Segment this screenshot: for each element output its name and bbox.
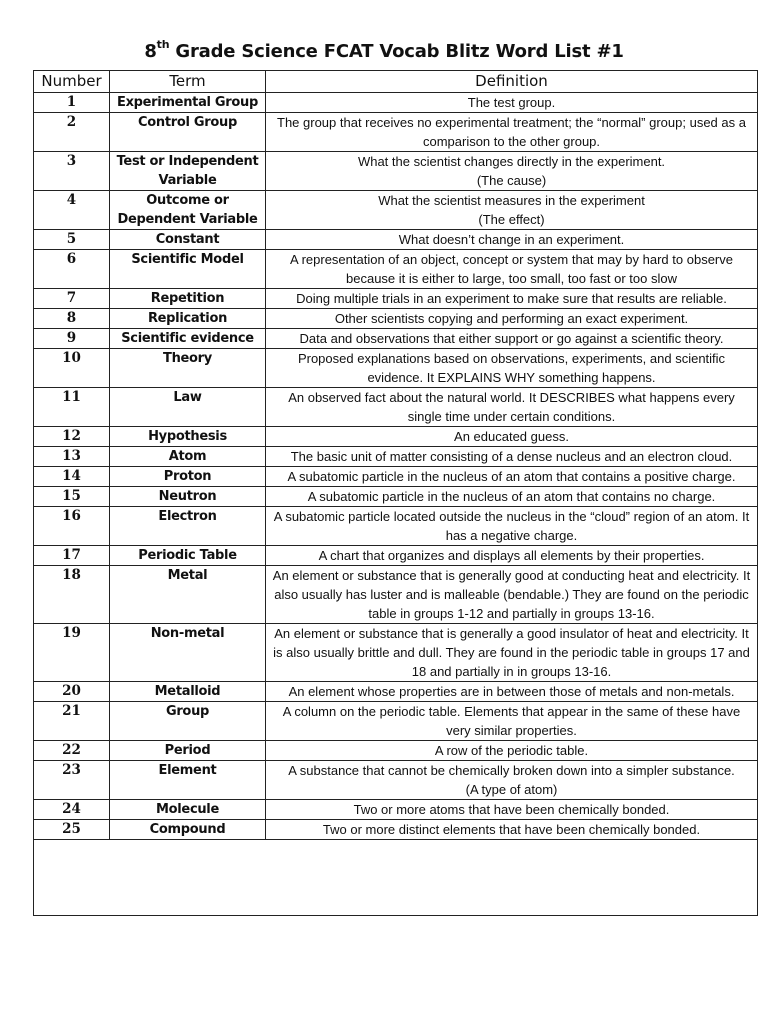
- vocab-table: [33, 70, 758, 916]
- number-cell: 24: [34, 800, 110, 820]
- table-row: [34, 152, 758, 191]
- term-cell: Metal: [110, 566, 266, 624]
- definition-cell: A column on the periodic table. Elements that appear in the same of these have very similar properties.: [266, 702, 758, 741]
- number-cell: 8: [34, 309, 110, 329]
- definition-cell: The test group.: [266, 93, 758, 113]
- term-cell: Periodic Table: [110, 546, 266, 566]
- term-cell: Proton: [110, 467, 266, 487]
- table-row: [34, 427, 758, 447]
- title-superscript: th: [156, 38, 170, 51]
- table-row: [34, 230, 758, 250]
- number-cell: 7: [34, 289, 110, 309]
- header-term: Term: [110, 71, 266, 93]
- term-cell: Molecule: [110, 800, 266, 820]
- term-cell: Scientific Model: [110, 250, 266, 289]
- table-row: [34, 191, 758, 230]
- definition-cell: What the scientist changes directly in the experiment. (The cause): [266, 152, 758, 191]
- table-row: [34, 761, 758, 800]
- number-cell: 4: [34, 191, 110, 230]
- definition-cell: A subatomic particle in the nucleus of an atom that contains no charge.: [266, 487, 758, 507]
- blank-row: [34, 840, 758, 916]
- definition-cell: Other scientists copying and performing an exact experiment.: [266, 309, 758, 329]
- table-row: [34, 349, 758, 388]
- term-cell: Group: [110, 702, 266, 741]
- table-row: [34, 566, 758, 624]
- term-cell: Non-metal: [110, 624, 266, 682]
- table-row: [34, 309, 758, 329]
- number-cell: 12: [34, 427, 110, 447]
- header-number: Number: [34, 71, 110, 93]
- definition-cell: Two or more atoms that have been chemically bonded.: [266, 800, 758, 820]
- number-cell: 20: [34, 682, 110, 702]
- vocab-body: [34, 93, 758, 916]
- number-cell: 3: [34, 152, 110, 191]
- table-row: [34, 741, 758, 761]
- term-cell: Compound: [110, 820, 266, 840]
- definition-cell: An educated guess.: [266, 427, 758, 447]
- table-row: [34, 113, 758, 152]
- table-row: [34, 467, 758, 487]
- number-cell: 23: [34, 761, 110, 800]
- table-row: [34, 250, 758, 289]
- table-row: [34, 820, 758, 840]
- number-cell: 6: [34, 250, 110, 289]
- definition-cell: What the scientist measures in the experiment (The effect): [266, 191, 758, 230]
- definition-cell: Data and observations that either support or go against a scientific theory.: [266, 329, 758, 349]
- term-cell: Experimental Group: [110, 93, 266, 113]
- term-cell: Scientific evidence: [110, 329, 266, 349]
- term-cell: Repetition: [110, 289, 266, 309]
- title-grade: 8: [144, 41, 157, 62]
- table-row: [34, 702, 758, 741]
- term-cell: Test or Independent Variable: [110, 152, 266, 191]
- table-row: [34, 546, 758, 566]
- title-text: Grade Science FCAT Vocab Blitz Word List #1: [169, 41, 624, 62]
- term-cell: Control Group: [110, 113, 266, 152]
- definition-cell: A chart that organizes and displays all elements by their properties.: [266, 546, 758, 566]
- number-cell: 15: [34, 487, 110, 507]
- definition-cell: A row of the periodic table.: [266, 741, 758, 761]
- number-cell: 5: [34, 230, 110, 250]
- number-cell: 18: [34, 566, 110, 624]
- table-row: [34, 487, 758, 507]
- table-row: [34, 800, 758, 820]
- number-cell: 9: [34, 329, 110, 349]
- table-row: [34, 447, 758, 467]
- definition-cell: Proposed explanations based on observations, experiments, and scientific evidence. It EXPLAINS WHY something happens.: [266, 349, 758, 388]
- number-cell: 19: [34, 624, 110, 682]
- term-cell: Period: [110, 741, 266, 761]
- number-cell: 17: [34, 546, 110, 566]
- page-title: [0, 40, 768, 62]
- table-row: [34, 93, 758, 113]
- number-cell: 21: [34, 702, 110, 741]
- table-row: [34, 289, 758, 309]
- definition-cell: The basic unit of matter consisting of a dense nucleus and an electron cloud.: [266, 447, 758, 467]
- definition-cell: A substance that cannot be chemically broken down into a simpler substance. (A type of atom): [266, 761, 758, 800]
- term-cell: Neutron: [110, 487, 266, 507]
- definition-cell: An element whose properties are in between those of metals and non-metals.: [266, 682, 758, 702]
- term-cell: Electron: [110, 507, 266, 546]
- header-definition: Definition: [266, 71, 758, 93]
- definition-cell: A subatomic particle in the nucleus of an atom that contains a positive charge.: [266, 467, 758, 487]
- definition-cell: An observed fact about the natural world. It DESCRIBES what happens every single time under certain conditions.: [266, 388, 758, 427]
- definition-cell: Two or more distinct elements that have been chemically bonded.: [266, 820, 758, 840]
- definition-cell: A representation of an object, concept or system that may by hard to observe because it is either to large, too small, too fast or too slow: [266, 250, 758, 289]
- term-cell: Law: [110, 388, 266, 427]
- term-cell: Element: [110, 761, 266, 800]
- term-cell: Constant: [110, 230, 266, 250]
- header-row: [34, 71, 758, 93]
- number-cell: 1: [34, 93, 110, 113]
- definition-cell: A subatomic particle located outside the nucleus in the “cloud” region of an atom. It has a negative charge.: [266, 507, 758, 546]
- term-cell: Replication: [110, 309, 266, 329]
- term-cell: Metalloid: [110, 682, 266, 702]
- number-cell: 22: [34, 741, 110, 761]
- definition-cell: What doesn’t change in an experiment.: [266, 230, 758, 250]
- definition-cell: An element or substance that is generally a good insulator of heat and electricity. It is also usually brittle and dull. They are found in the periodic table in groups 17 and 18 and partially in in groups 13-16.: [266, 624, 758, 682]
- term-cell: Atom: [110, 447, 266, 467]
- table-row: [34, 682, 758, 702]
- table-row: [34, 624, 758, 682]
- table-row: [34, 329, 758, 349]
- term-cell: Hypothesis: [110, 427, 266, 447]
- definition-cell: Doing multiple trials in an experiment to make sure that results are reliable.: [266, 289, 758, 309]
- term-cell: Theory: [110, 349, 266, 388]
- table-row: [34, 507, 758, 546]
- number-cell: 10: [34, 349, 110, 388]
- number-cell: 14: [34, 467, 110, 487]
- number-cell: 11: [34, 388, 110, 427]
- number-cell: 16: [34, 507, 110, 546]
- definition-cell: The group that receives no experimental treatment; the “normal” group; used as a comparison to the other group.: [266, 113, 758, 152]
- blank-cell: [34, 840, 758, 916]
- number-cell: 25: [34, 820, 110, 840]
- definition-cell: An element or substance that is generally good at conducting heat and electricity. It also usually has luster and is malleable (bendable.) They are found on the periodic table in groups 1-12 and partially in groups 13-16.: [266, 566, 758, 624]
- table-row: [34, 388, 758, 427]
- number-cell: 2: [34, 113, 110, 152]
- number-cell: 13: [34, 447, 110, 467]
- term-cell: Outcome or Dependent Variable: [110, 191, 266, 230]
